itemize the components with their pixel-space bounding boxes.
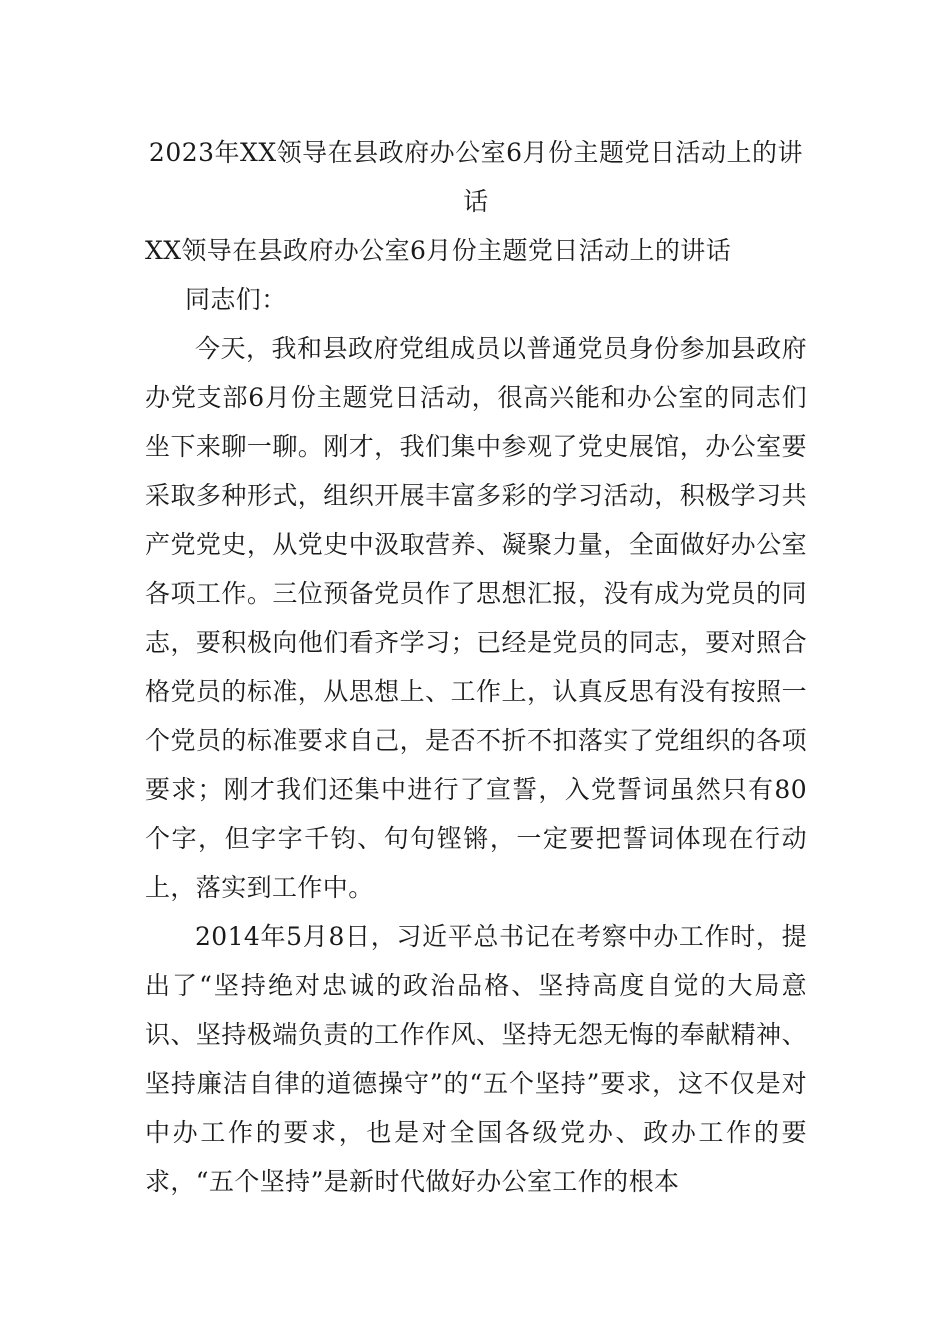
document-subtitle: XX领导在县政府办公室6月份主题党日活动上的讲话 xyxy=(145,236,732,265)
document-body xyxy=(145,128,807,1206)
paragraph-2: 2014年5月8日，习近平总书记在考察中办工作时，提出了“坚持绝对忠诚的政治品格、坚持高度自觉的大局意识、坚持极端负责的工作作风、坚持无怨无悔的奉献精神、坚持廉洁自律的道德操守”的“五个坚持”要求，这不仅是对中办工作的要求，也是对全国各级党办、政办工作的要求，“五个坚持”是新时代做好办公室工作的根本 xyxy=(145,922,807,1196)
salutation: 同志们： xyxy=(185,285,287,314)
document-title: 2023年XX领导在县政府办公室6月份主题党日活动上的讲话 xyxy=(148,138,804,216)
paragraph-1: 今天，我和县政府党组成员以普通党员身份参加县政府办党支部6月份主题党日活动，很高兴能和办公室的同志们坐下来聊一聊。刚才，我们集中参观了党史展馆，办公室要采取多种形式，组织开展丰富多彩的学习活动，积极学习共产党党史，从党史中汲取营养、凝聚力量，全面做好办公室各项工作。三位预备党员作了思想汇报，没有成为党员的同志，要积极向他们看齐学习；已经是党员的同志，要对照合格党员的标准，从思想上、工作上，认真反思有没有按照一个党员的标准要求自己，是否不折不扣落实了党组织的各项要求；刚才我们还集中进行了宣誓，入党誓词虽然只有80个字，但字字千钧、句句铿锵，一定要把誓词体现在行动上，落实到工作中。 xyxy=(145,334,807,902)
